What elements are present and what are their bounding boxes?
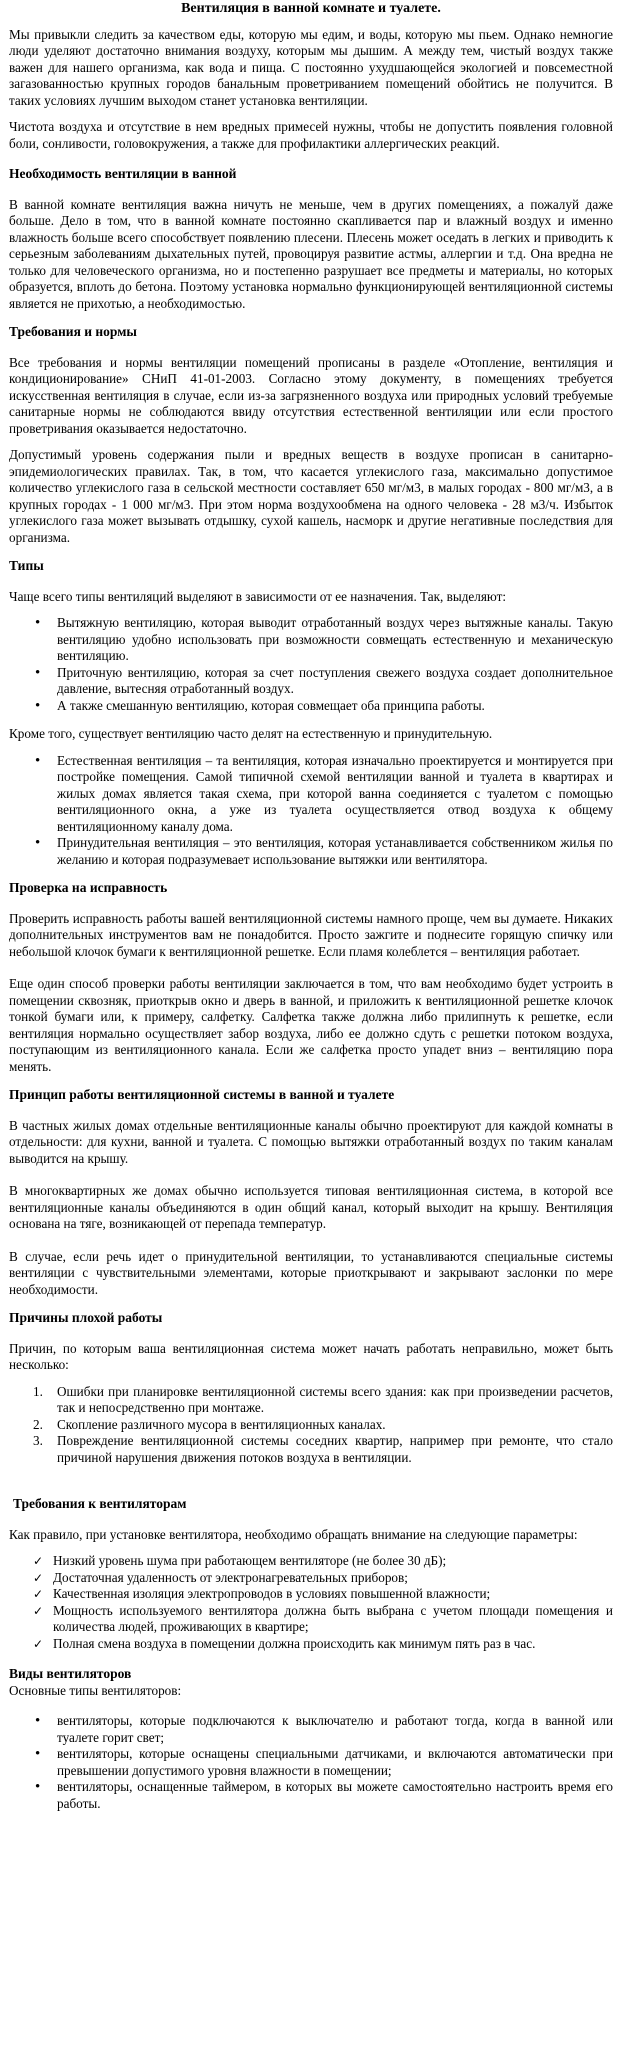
paragraph: Допустимый уровень содержания пыли и вредных веществ в воздухе прописан в санитарно-эпидемиологических правилах. Так, в том, что касается углекислого газа, максимально допустимое количество углекислого газа в сельской местности составляет 650 мг/м3, в малых городах - 800 мг/м3, а в крупных городах - 1 000 мг/м3. При этом норма воздухообмена на одного человека - 28 м3/ч. Избыток углекислого газа может вызывать отдышку, сухой кашель, насморк и другие негативные последствия для организма. bbox=[9, 447, 613, 545]
list-item: ✓ Мощность используемого вентилятора должна быть выбрана с учетом площади помещения и количества людей, проживающих в квартире; bbox=[53, 1603, 613, 1636]
reasons-list bbox=[9, 1384, 613, 1467]
heading-bad-work-reasons: Причины плохой работы bbox=[9, 1310, 163, 1325]
list-item: • Вытяжную вентиляцию, которая выводит отработанный воздух через вытяжные каналы. Такую вентиляцию удобно использовать при возможности совмещать естественную и механическую вентиляцию. bbox=[57, 615, 613, 665]
intro-paragraph-1: Мы привыкли следить за качеством еды, которую мы едим, и воды, которую мы пьем. Однако немногие люди уделяют достаточно внимания воздуху, которым мы дышим. А между тем, чистый воздух также важен для нашего организма, как вода и пища. С постоянно ухудшающейся экологией и повсеместной загазованностью крупных городов банальным проветриванием помещений обойтись не получится. В таких условиях лучшим выходом станет установка вентиляции. bbox=[9, 26, 613, 108]
list-item: ✓ Достаточная удаленность от электронагревательных приборов; bbox=[53, 1570, 613, 1587]
ventilation-types-list bbox=[9, 615, 613, 714]
paragraph: В многоквартирных же домах обычно используется типовая вентиляционная система, в которой все вентиляционные каналы объединяются в один общий канал, который выходит на крышу. Вентиляция основана на тяге, возникающей от перепада температур. bbox=[9, 1183, 613, 1231]
list-item: ✓ Полная смена воздуха в помещении должна происходить как минимум пять раз в час. bbox=[53, 1636, 613, 1653]
list-item: Повреждение вентиляционной системы соседних квартир, например при ремонте, что стало причиной нарушения движения потоков воздуха в вентиляции. bbox=[57, 1433, 613, 1465]
list-item: Скопление различного мусора в вентиляционных каналах. bbox=[57, 1416, 386, 1432]
list-item: • вентиляторы, которые оснащены специальными датчиками, и включаются автоматически при превышении допустимого уровня влажности в помещении; bbox=[57, 1746, 613, 1779]
natural-forced-list bbox=[9, 753, 613, 869]
heading-fan-requirements: Требования к вентиляторам bbox=[13, 1496, 187, 1511]
paragraph: Причин, по которым ваша вентиляционная система может начать работать неправильно, может быть несколько: bbox=[9, 1340, 613, 1372]
paragraph: Проверить исправность работы вашей вентиляционной системы намного проще, чем вы думаете. Никаких дополнительных инструментов вам не понадобится. Просто зажгите и поднесите горящую спичку или небольшой клочок бумаги к вентиляционной решетке. Если пламя колеблется – вентиляция работает. bbox=[9, 910, 613, 959]
heading-principle: Принцип работы вентиляционной системы в ванной и туалете bbox=[9, 1087, 395, 1102]
list-item: ✓ Качественная изоляция электропроводов в условиях повышенной влажности; bbox=[53, 1586, 613, 1603]
list-item: ✓ Низкий уровень шума при работающем вентиляторе (не более 30 дБ); bbox=[53, 1553, 613, 1570]
list-item: • вентиляторы, которые подключаются к выключателю и работают тогда, когда в ванной или туалете горит свет; bbox=[57, 1713, 613, 1746]
heading-fan-kinds: Виды вентиляторов bbox=[9, 1666, 132, 1681]
paragraph: Еще один способ проверки работы вентиляции заключается в том, что вам необходимо будет устроить в помещении сквозняк, приоткрыв окно и дверь в ванной, и приложить к вентиляционной решетке клочок тонкой бумаги или, к примеру, салфетку. Салфетка также должна либо прилипнуть к решетке, если вентиляция нормально осуществляет забор воздуха, либо ее должно сдуть с решетки потоком воздуха, поступающим из вентиляционного канала. Если же салфетка просто упадет вниз – вентиляцию пора менять. bbox=[9, 976, 613, 1074]
paragraph: Все требования и нормы вентиляции помещений прописаны в разделе «Отопление, вентиляция и кондиционирование» СНиП 41-01-2003. Согласно этому документу, в помещениях требуется искусственная вентиляция в случае, если из-за загрязненного воздуха или природных условий требуемые санитарные нормы не соблюдаются ввиду отсутствия естественной вентиляции или если простого проветривания оказывается недостаточно. bbox=[9, 354, 613, 436]
paragraph: Чаще всего типы вентиляций выделяют в зависимости от ее назначения. Так, выделяют: bbox=[9, 588, 507, 604]
heading-types: Типы bbox=[9, 558, 44, 573]
list-item: • А также смешанную вентиляцию, которая совмещает оба принципа работы. bbox=[57, 698, 613, 715]
fan-kinds-list bbox=[9, 1713, 613, 1812]
heading-requirements: Требования и нормы bbox=[9, 324, 137, 339]
paragraph: В частных жилых домах отдельные вентиляционные каналы обычно проектируют для каждой комнаты в отдельности: для кухни, ванной и туалета. С помощью вытяжки отработанный воздух по таким каналам выводится на крышу. bbox=[9, 1117, 613, 1166]
page-title: Вентиляция в ванной комнате и туалете. bbox=[181, 1, 441, 16]
heading-check: Проверка на исправность bbox=[9, 880, 168, 895]
intro-paragraph-2: Чистота воздуха и отсутствие в нем вредных примесей нужны, чтобы не допустить появления головной боли, сонливости, головокружения, а также для профилактики аллергических реакций. bbox=[9, 119, 613, 151]
paragraph: Как правило, при установке вентилятора, необходимо обращать внимание на следующие параметры: bbox=[9, 1526, 578, 1542]
heading-ventilation-necessity: Необходимость вентиляции в ванной bbox=[9, 166, 237, 181]
list-item: • Принудительная вентиляция – это вентиляция, которая устанавливается собственником жилья по желанию и которая подразумевает использование вытяжки или вентилятора. bbox=[57, 835, 613, 868]
paragraph: В случае, если речь идет о принудительной вентиляции, то устанавливаются специальные системы вентиляции с чувствительными элементами, которые приоткрывают и закрывают заслонки по мере необходимости. bbox=[9, 1248, 613, 1297]
list-item: • Естественная вентиляция – та вентиляция, которая изначально проектируется и монтируется при постройке помещения. Самой типичной схемой вентиляции ванной и туалета в квартирах и жилых домах является такая схема, при которой ванна соединяется с туалетом с помощью вентиляционного окна, а уже из туалета осуществляется отвод воздуха к общему вентиляционному каналу дома. bbox=[57, 753, 613, 836]
fan-requirements-list bbox=[9, 1553, 613, 1652]
list-item: • Приточную вентиляцию, которая за счет поступления свежего воздуха создает дополнительное давление, вытесняя отработанный воздух. bbox=[57, 665, 613, 698]
list-item: • вентиляторы, оснащенные таймером, в которых вы можете самостоятельно настроить время его работы. bbox=[57, 1779, 613, 1812]
paragraph: В ванной комнате вентиляция важна ничуть не меньше, чем в других помещениях, а пожалуй даже больше. Дело в том, что в ванной комнате постоянно скапливается пар и влажный воздух и именно влажность больше всего способствует появлению плесени. Плесень может оседать в легких и приводить к серьезным заболеваниям дыхательных путей, провоцируя развитие астмы, аллергии и т.д. Она вредна не только для человеческого организма, но и постепенно разрушает все предметы и материалы, но которых образуется, вплоть до бетона. Поэтому установка нормально функционирующей вентиляционной системы является не прихотью, а необходимостью. bbox=[9, 196, 613, 311]
paragraph: Кроме того, существует вентиляцию часто делят на естественную и принудительную. bbox=[9, 726, 493, 741]
list-item: Ошибки при планировке вентиляционной системы всего здания: как при произведении расчетов, так и непосредственно при монтаже. bbox=[57, 1383, 613, 1415]
paragraph: Основные типы вентиляторов: bbox=[9, 1682, 182, 1698]
